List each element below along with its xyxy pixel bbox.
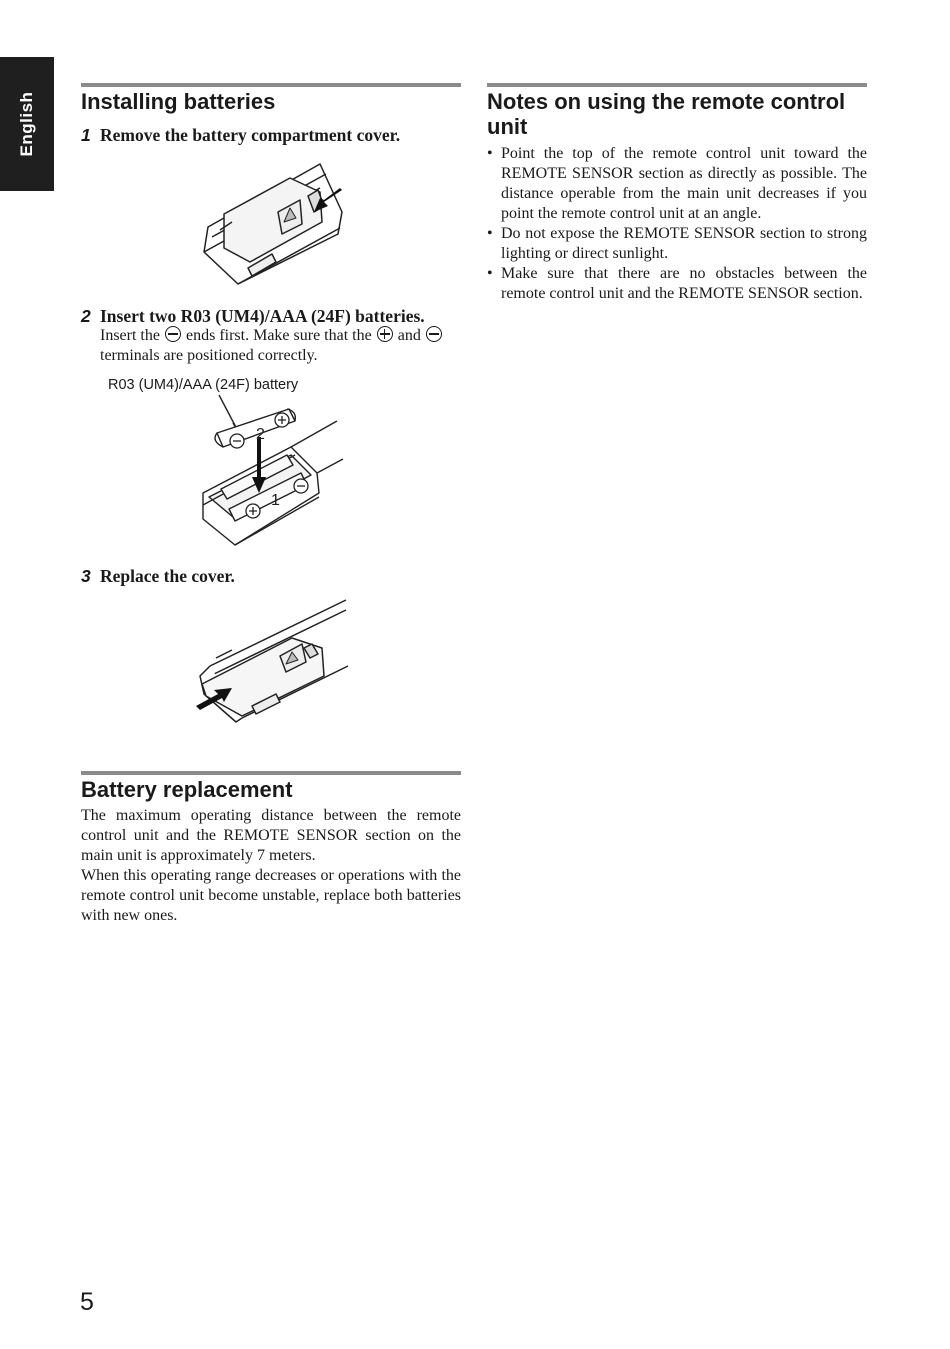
list-item: • Make sure that there are no obstacles between the remote control unit and the REMOTE SENSOR section. [487, 264, 867, 304]
section-rule [81, 771, 461, 775]
notes-list [487, 144, 867, 304]
step-2 [81, 305, 425, 327]
page-number: 5 [80, 1288, 94, 1316]
replace-cover-illustration [192, 598, 352, 728]
minus-terminal-icon [426, 326, 442, 342]
battery-caption: R03 (UM4)/AAA (24F) battery [108, 377, 299, 393]
list-item: • Point the top of the remote control unit toward the REMOTE SENSOR section as directly as possible. The distance operable from the main unit decreases if you point the remote control unit at an angle. [487, 144, 867, 224]
step-2-text-a: Insert the [100, 327, 160, 344]
step-3-text: Replace the cover. [100, 566, 235, 586]
replacement-heading: Battery replacement [81, 777, 293, 802]
step-3 [81, 565, 235, 587]
step-2-text-b: ends first. Make sure that the [185, 327, 372, 344]
step-2-instructions [100, 326, 462, 366]
plus-terminal-icon [377, 326, 393, 342]
step-2-text-c: and [397, 327, 421, 344]
language-label: English [17, 91, 36, 157]
step-2-text: Insert two R03 (UM4)/AAA (24F) batteries. [100, 306, 425, 326]
language-tab [0, 57, 54, 191]
minus-terminal-icon [165, 326, 181, 342]
step-2-text-d: terminals are positioned correctly. [100, 347, 318, 364]
battery-1-label: 1 [271, 492, 280, 509]
replacement-paragraph-1: The maximum operating distance between the remote control unit and the REMOTE SENSOR section on the main unit is approximately 7 meters. [81, 807, 461, 864]
replacement-paragraph-2: When this operating range decreases or operations with the remote control unit become unstable, replace both batteries with new ones. [81, 867, 461, 924]
step-1-number: 1 [81, 125, 91, 145]
step-3-number: 3 [81, 566, 91, 586]
step-2-number: 2 [81, 306, 91, 326]
notes-heading: Notes on using the remote control unit [487, 89, 846, 139]
step-1-text: Remove the battery compartment cover. [100, 125, 401, 145]
step-1 [81, 124, 400, 146]
insert-batteries-illustration [195, 393, 345, 553]
installing-heading: Installing batteries [81, 89, 276, 114]
battery-2-label: 2 [256, 426, 265, 443]
list-item: • Do not expose the REMOTE SENSOR section to strong lighting or direct sunlight. [487, 224, 867, 264]
remove-cover-illustration [190, 152, 360, 292]
section-rule [81, 83, 461, 87]
section-rule [487, 83, 867, 87]
